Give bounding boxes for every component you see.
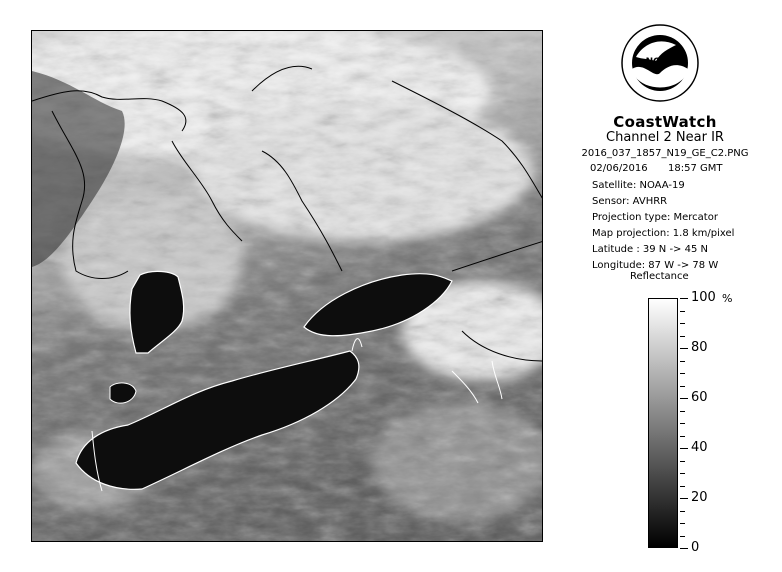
colorbar-tick xyxy=(680,498,688,499)
colorbar-tick-label: 100 xyxy=(691,290,716,305)
latitude-label: Latitude : 39 N -> 45 N xyxy=(592,244,708,255)
colorbar-tick xyxy=(680,423,685,424)
colorbar-tick xyxy=(680,411,685,412)
satellite-image-map xyxy=(31,30,543,542)
map-projection-label: Map projection: 1.8 km/pixel xyxy=(592,228,735,239)
longitude-label: Longitude: 87 W -> 78 W xyxy=(592,260,719,271)
colorbar-tick-label: 20 xyxy=(691,490,708,505)
colorbar-tick xyxy=(680,348,688,349)
legend-unit: % xyxy=(722,292,733,305)
colorbar-tick xyxy=(680,461,685,462)
projection-type-label: Projection type: Mercator xyxy=(592,212,718,223)
satellite-image-svg xyxy=(32,31,543,542)
logo-text: NOAA xyxy=(645,57,675,67)
colorbar-tick-label: 0 xyxy=(691,540,700,555)
colorbar-tick xyxy=(680,361,685,362)
filename-label: 2016_037_1857_N19_GE_C2.PNG xyxy=(581,148,749,159)
colorbar-tick-label: 80 xyxy=(691,340,708,355)
colorbar-tick xyxy=(680,436,685,437)
colorbar-tick xyxy=(680,373,685,374)
noaa-logo xyxy=(620,23,700,103)
brand-title: CoastWatch xyxy=(613,113,717,131)
reflectance-colorbar xyxy=(648,298,678,548)
colorbar-tick xyxy=(680,311,685,312)
colorbar-tick xyxy=(680,486,685,487)
colorbar-tick-label: 60 xyxy=(691,390,708,405)
colorbar-tick xyxy=(680,473,685,474)
date-value: 02/06/2016 xyxy=(590,163,648,174)
legend-title: Reflectance xyxy=(630,271,689,282)
satellite-label: Satellite: NOAA-19 xyxy=(592,180,685,191)
colorbar-tick xyxy=(680,523,685,524)
colorbar-tick xyxy=(680,548,688,549)
colorbar-tick xyxy=(680,398,688,399)
colorbar-tick xyxy=(680,323,685,324)
time-value: 18:57 GMT xyxy=(668,163,723,174)
colorbar-tick-label: 40 xyxy=(691,440,708,455)
colorbar-tick xyxy=(680,298,688,299)
colorbar-tick xyxy=(680,511,685,512)
channel-label: Channel 2 Near IR xyxy=(606,130,724,145)
date-time-row xyxy=(590,163,723,174)
colorbar-tick xyxy=(680,448,688,449)
colorbar-tick xyxy=(680,536,685,537)
sensor-label: Sensor: AVHRR xyxy=(592,196,668,207)
colorbar-tick xyxy=(680,386,685,387)
colorbar-tick xyxy=(680,336,685,337)
